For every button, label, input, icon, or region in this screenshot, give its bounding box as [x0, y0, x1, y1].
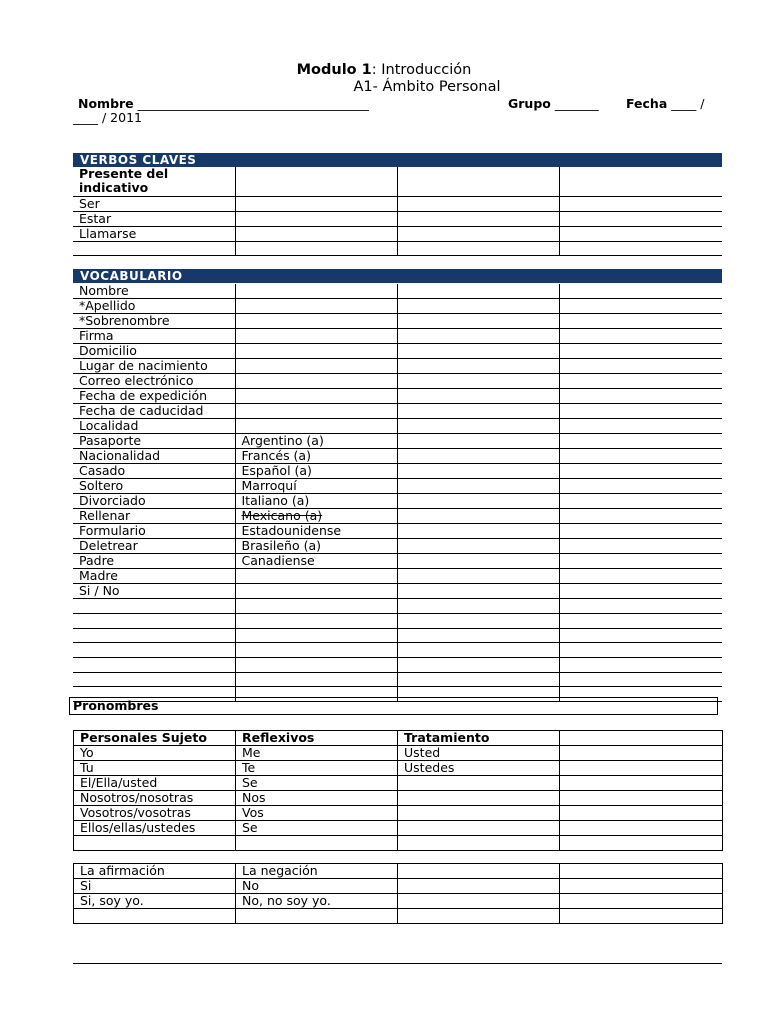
table-cell [559, 404, 722, 419]
table-cell: Casado [73, 464, 235, 479]
table-cell: Estadounidense [235, 524, 397, 539]
table-cell [235, 374, 397, 389]
table-cell: No, no soy yo. [236, 894, 398, 909]
table-cell [559, 569, 722, 584]
table-cell [397, 524, 559, 539]
table-cell: Si [74, 879, 236, 894]
page-subtitle: A1- Ámbito Personal [353, 79, 501, 95]
table-cell [397, 404, 559, 419]
table-cell [559, 329, 722, 344]
table-row [73, 329, 722, 344]
table-row [73, 672, 722, 687]
table-cell: Vosotros/vosotras [74, 806, 236, 821]
fecha-year: ____ / 2011 [73, 110, 142, 125]
table-cell [397, 449, 559, 464]
table-cell [559, 643, 722, 658]
table-cell: Mexicano (a) [235, 509, 397, 524]
table-cell: Nos [236, 791, 398, 806]
table-cell [398, 909, 560, 924]
table-cell: Formulario [73, 524, 235, 539]
table-cell: Personales Sujeto [74, 731, 236, 746]
table-cell [235, 167, 397, 196]
vocabulario-heading: VOCABULARIO [73, 269, 722, 283]
table-cell [560, 746, 723, 761]
table-cell [559, 449, 722, 464]
grupo-field[interactable] [508, 96, 599, 111]
table-cell [397, 299, 559, 314]
table-cell [560, 909, 723, 924]
table-row [73, 657, 722, 672]
table-cell [235, 211, 397, 226]
table-row [73, 167, 722, 196]
table-row [73, 479, 722, 494]
table-cell [397, 434, 559, 449]
table-cell [235, 389, 397, 404]
table-cell [560, 776, 723, 791]
table-cell [559, 494, 722, 509]
table-cell: Ser [73, 196, 235, 211]
table-cell [559, 628, 722, 643]
table-row [73, 359, 722, 374]
table-cell [397, 226, 559, 241]
table-cell: La afirmación [74, 864, 236, 879]
table-cell: El/Ella/usted [74, 776, 236, 791]
table-cell [560, 761, 723, 776]
table-cell [73, 672, 235, 687]
table-cell [559, 539, 722, 554]
table-cell: Fecha de expedición [73, 389, 235, 404]
table-row [73, 613, 722, 628]
table-cell: Llamarse [73, 226, 235, 241]
table-cell [559, 389, 722, 404]
table-cell: Deletrear [73, 539, 235, 554]
table-row [74, 836, 723, 851]
table-cell [397, 464, 559, 479]
table-cell [397, 479, 559, 494]
table-cell [559, 434, 722, 449]
table-cell [559, 479, 722, 494]
table-cell [559, 554, 722, 569]
table-cell [74, 836, 236, 851]
table-cell [397, 241, 559, 256]
table-cell [397, 554, 559, 569]
table-cell [398, 776, 560, 791]
table-cell: Fecha de caducidad [73, 404, 235, 419]
vocabulario-table [73, 284, 722, 702]
table-row [74, 894, 723, 909]
table-cell [397, 389, 559, 404]
table-cell [560, 806, 723, 821]
fecha-field[interactable] [626, 96, 704, 111]
table-row [73, 434, 722, 449]
table-cell [235, 359, 397, 374]
table-cell [560, 879, 723, 894]
table-row [74, 731, 723, 746]
table-cell: Te [236, 761, 398, 776]
table-cell [235, 672, 397, 687]
table-cell [559, 241, 722, 256]
table-cell [559, 374, 722, 389]
table-row [74, 746, 723, 761]
pronombres-table [73, 730, 723, 851]
table-row [73, 524, 722, 539]
table-cell [235, 584, 397, 599]
table-cell: Usted [398, 746, 560, 761]
table-cell [560, 836, 723, 851]
table-cell [235, 657, 397, 672]
table-cell: Si / No [73, 584, 235, 599]
table-cell [559, 211, 722, 226]
fecha-label: Fecha [626, 96, 668, 111]
table-cell: Italiano (a) [235, 494, 397, 509]
table-cell [559, 613, 722, 628]
table-cell [235, 314, 397, 329]
table-cell: Reflexivos [236, 731, 398, 746]
table-cell [559, 167, 722, 196]
table-cell: Rellenar [73, 509, 235, 524]
table-cell [559, 599, 722, 614]
table-cell: Nacionalidad [73, 449, 235, 464]
table-cell: Español (a) [235, 464, 397, 479]
table-cell: Nombre [73, 284, 235, 299]
fecha-blank: ____ / [671, 96, 705, 111]
table-cell [235, 344, 397, 359]
table-cell: Ustedes [398, 761, 560, 776]
table-row [73, 226, 722, 241]
table-cell: Tu [74, 761, 236, 776]
table-row [73, 284, 722, 299]
table-cell [235, 643, 397, 658]
verbos-table [73, 167, 722, 256]
table-cell [73, 628, 235, 643]
table-row [73, 509, 722, 524]
table-row [73, 196, 722, 211]
table-row [73, 599, 722, 614]
table-cell: Nosotros/nosotras [74, 791, 236, 806]
table-cell [73, 613, 235, 628]
table-cell [397, 643, 559, 658]
table-row [73, 211, 722, 226]
table-cell [398, 879, 560, 894]
table-cell [397, 211, 559, 226]
table-row [73, 314, 722, 329]
table-cell: No [236, 879, 398, 894]
table-cell: Madre [73, 569, 235, 584]
table-cell [235, 419, 397, 434]
table-cell: Me [236, 746, 398, 761]
table-row [74, 879, 723, 894]
table-cell [235, 299, 397, 314]
table-cell [398, 806, 560, 821]
table-cell [559, 524, 722, 539]
table-cell: Se [236, 821, 398, 836]
table-row [74, 791, 723, 806]
verbos-heading: VERBOS CLAVES [73, 153, 722, 167]
table-cell [397, 584, 559, 599]
table-row [73, 299, 722, 314]
table-cell: Correo electrónico [73, 374, 235, 389]
table-cell [235, 241, 397, 256]
table-cell [559, 657, 722, 672]
table-cell [235, 329, 397, 344]
table-cell: Divorciado [73, 494, 235, 509]
table-cell [73, 241, 235, 256]
table-cell [235, 569, 397, 584]
table-cell [559, 672, 722, 687]
table-cell: Localidad [73, 419, 235, 434]
grupo-label: Grupo [508, 96, 551, 111]
table-cell: Canadiense [235, 554, 397, 569]
table-cell [397, 419, 559, 434]
table-row [73, 554, 722, 569]
table-row [73, 374, 722, 389]
table-cell [398, 791, 560, 806]
table-cell [398, 864, 560, 879]
table-cell: Pasaporte [73, 434, 235, 449]
table-cell: Tratamiento [398, 731, 560, 746]
table-cell [397, 672, 559, 687]
table-row [74, 776, 723, 791]
table-cell [397, 167, 559, 196]
table-cell [398, 821, 560, 836]
table-cell [397, 613, 559, 628]
table-cell [560, 894, 723, 909]
title-bold: Modulo 1 [296, 62, 372, 78]
table-row [74, 864, 723, 879]
table-row [73, 389, 722, 404]
table-cell [235, 599, 397, 614]
table-cell [559, 359, 722, 374]
table-cell: Argentino (a) [235, 434, 397, 449]
table-cell: Marroquí [235, 479, 397, 494]
table-cell [559, 196, 722, 211]
table-row [73, 464, 722, 479]
table-row [73, 584, 722, 599]
table-row [74, 821, 723, 836]
table-cell [559, 464, 722, 479]
table-cell [235, 226, 397, 241]
grupo-blank: _______ [554, 96, 599, 111]
table-row [73, 628, 722, 643]
footer-divider [73, 963, 722, 964]
nombre-blank: _____________________________________ [137, 96, 369, 111]
table-row [73, 569, 722, 584]
table-cell [397, 628, 559, 643]
table-row [73, 643, 722, 658]
table-cell [73, 657, 235, 672]
table-cell: Francés (a) [235, 449, 397, 464]
table-cell [397, 599, 559, 614]
table-cell: Vos [236, 806, 398, 821]
table-cell [397, 284, 559, 299]
table-cell: *Apellido [73, 299, 235, 314]
table-cell [559, 419, 722, 434]
table-cell: *Sobrenombre [73, 314, 235, 329]
afirmacion-table [73, 863, 723, 924]
table-row [74, 761, 723, 776]
table-cell [559, 299, 722, 314]
page-title [0, 62, 768, 78]
table-cell [560, 731, 723, 746]
table-cell [235, 284, 397, 299]
table-cell: Domicilio [73, 344, 235, 359]
table-cell [560, 791, 723, 806]
table-cell [236, 836, 398, 851]
table-cell [397, 359, 559, 374]
table-cell [73, 599, 235, 614]
table-row [73, 539, 722, 554]
table-cell: Si, soy yo. [74, 894, 236, 909]
table-cell [397, 494, 559, 509]
table-cell [559, 584, 722, 599]
table-cell: Yo [74, 746, 236, 761]
table-cell: Firma [73, 329, 235, 344]
table-cell [235, 613, 397, 628]
table-cell: Se [236, 776, 398, 791]
table-cell [235, 404, 397, 419]
table-cell: Estar [73, 211, 235, 226]
table-row [73, 344, 722, 359]
table-cell: Padre [73, 554, 235, 569]
table-cell [559, 344, 722, 359]
table-cell: Presente del indicativo [73, 167, 235, 196]
table-cell [397, 374, 559, 389]
table-row [73, 494, 722, 509]
title-rest: : Introducción [371, 62, 472, 78]
table-cell [397, 539, 559, 554]
table-row [73, 449, 722, 464]
table-cell [397, 344, 559, 359]
table-cell [397, 329, 559, 344]
table-cell [559, 226, 722, 241]
table-cell [73, 643, 235, 658]
nombre-label: Nombre [78, 96, 134, 111]
table-cell: Ellos/ellas/ustedes [74, 821, 236, 836]
table-cell: Lugar de nacimiento [73, 359, 235, 374]
table-cell [397, 509, 559, 524]
table-cell [398, 894, 560, 909]
table-cell [559, 314, 722, 329]
table-cell [235, 196, 397, 211]
table-cell [397, 657, 559, 672]
table-cell [235, 628, 397, 643]
table-row [74, 909, 723, 924]
table-cell [398, 836, 560, 851]
table-cell: Soltero [73, 479, 235, 494]
table-row [74, 806, 723, 821]
table-cell [74, 909, 236, 924]
table-cell: Brasileño (a) [235, 539, 397, 554]
table-row [73, 241, 722, 256]
table-row [73, 404, 722, 419]
table-cell [560, 864, 723, 879]
table-cell [559, 509, 722, 524]
pronombres-heading: Pronombres [69, 697, 718, 715]
table-cell [397, 314, 559, 329]
table-row [73, 419, 722, 434]
nombre-field[interactable] [78, 96, 369, 111]
table-cell [236, 909, 398, 924]
table-cell [559, 284, 722, 299]
table-cell: La negación [236, 864, 398, 879]
table-cell [560, 821, 723, 836]
table-cell [397, 196, 559, 211]
table-cell [397, 569, 559, 584]
